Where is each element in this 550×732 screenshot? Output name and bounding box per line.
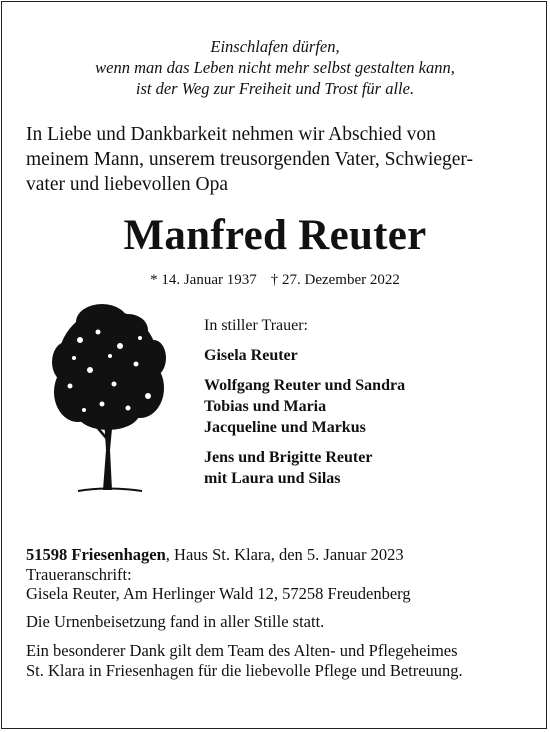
mourner-line: Wolfgang Reuter und Sandra	[204, 377, 406, 394]
footer	[26, 545, 536, 680]
mourner-group	[204, 447, 524, 489]
place-name: 51598 Friesenhagen	[26, 545, 166, 564]
burial-note: Die Urnenbeisetzung fand in aller Stille statt.	[26, 611, 325, 631]
deceased-name: Manfred Reuter	[123, 212, 427, 259]
mourner-group	[204, 375, 524, 438]
poem	[0, 36, 550, 99]
thanks-line: Ein besonderer Dank gilt dem Team des Alten- und Pflegeheimes	[26, 641, 458, 660]
mourners-lead: In stiller Trauer:	[204, 317, 308, 334]
mourner-line: Gisela Reuter	[204, 347, 298, 364]
thanks-line: St. Klara in Friesenhagen für die liebevolle Pflege und Betreuung.	[26, 660, 463, 680]
death-date: † 27. Dezember 2022	[270, 272, 400, 288]
poem-line: wenn man das Leben nicht mehr selbst gestalten kann,	[95, 58, 455, 77]
birth-date: * 14. Januar 1937	[150, 272, 257, 288]
mourner-line: Tobias und Maria	[204, 398, 327, 415]
address-label: Traueranschrift:	[26, 564, 132, 584]
tree-icon	[40, 300, 175, 500]
life-dates	[0, 270, 550, 290]
address: Gisela Reuter, Am Herlinger Wald 12, 57258 Freudenberg	[26, 584, 411, 603]
mourner-line: Jens und Brigitte Reuter	[204, 449, 373, 466]
mourners-list	[204, 316, 524, 498]
poem-line: ist der Weg zur Freiheit und Trost für alle.	[135, 79, 415, 98]
poem-line: Einschlafen dürfen,	[210, 37, 340, 56]
intro-line: In Liebe und Dankbarkeit nehmen wir Abschied von	[26, 124, 436, 145]
intro-line: vater und liebevollen Opa	[26, 174, 228, 195]
intro-text	[26, 122, 536, 197]
mourner-line: Jacqueline und Markus	[204, 419, 366, 436]
mourner-group	[204, 345, 524, 366]
place-date	[26, 545, 536, 565]
intro-line: meinem Mann, unserem treusorgenden Vater, Schwieger-	[26, 149, 474, 170]
place-date-rest: , Haus St. Klara, den 5. Januar 2023	[165, 545, 404, 564]
mourner-line: mit Laura und Silas	[204, 470, 341, 487]
